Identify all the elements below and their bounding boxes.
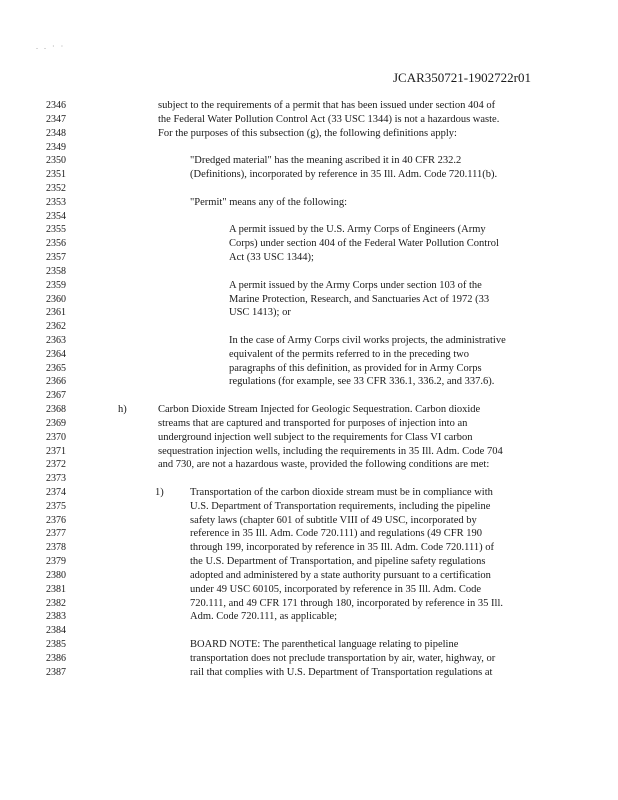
line-text: the U.S. Department of Transportation, and pipeline safety regulations <box>190 556 486 568</box>
line-number: 2354 <box>46 210 66 222</box>
line-text: regulations (for example, see 33 CFR 336.1, 336.2, and 337.6). <box>229 376 495 388</box>
line-number: 2380 <box>46 569 66 581</box>
line-text: reference in 35 Ill. Adm. Code 720.111) and regulations (49 CFR 190 <box>190 528 483 540</box>
line-number: 2362 <box>46 321 66 333</box>
line-text: under 49 USC 60105, incorporated by reference in 35 Ill. Adm. Code <box>190 583 482 595</box>
document-line <box>0 127 618 140</box>
line-number: 2356 <box>46 238 66 250</box>
line-text: the Federal Water Pollution Control Act (33 USC 1344) is not a hazardous waste. <box>158 113 500 125</box>
line-text: paragraphs of this definition, as provided for in Army Corps <box>229 362 482 374</box>
line-text: "Permit" means any of the following: <box>190 196 348 208</box>
line-number: 2367 <box>46 390 66 402</box>
line-text: through 199, incorporated by reference in 35 Ill. Adm. Code 720.111) of <box>190 542 494 554</box>
document-line <box>0 168 618 181</box>
document-line <box>0 265 618 278</box>
line-text: Corps) under section 404 of the Federal Water Pollution Control <box>229 238 499 250</box>
line-number: 2386 <box>46 652 66 664</box>
line-number: 2365 <box>46 362 66 374</box>
line-text: (Definitions), incorporated by reference in 35 Ill. Adm. Code 720.111(b). <box>190 169 498 181</box>
document-line <box>0 348 618 361</box>
document-line <box>0 99 618 112</box>
line-number: 2363 <box>46 334 66 346</box>
document-line <box>0 624 618 637</box>
line-number: 2353 <box>46 196 66 208</box>
line-text: Adm. Code 720.111, as applicable; <box>190 611 338 623</box>
line-text: Transportation of the carbon dioxide stream must be in compliance with <box>190 487 493 498</box>
line-text: Act (33 USC 1344); <box>229 252 314 263</box>
line-text: transportation does not preclude transportation by air, water, highway, or <box>190 652 496 664</box>
line-number: 2361 <box>46 307 66 319</box>
line-number: 2348 <box>46 127 66 139</box>
document-line <box>0 417 618 430</box>
document-line <box>0 514 618 527</box>
document-line <box>0 210 618 223</box>
scan-artifact: . . · · <box>36 42 66 51</box>
document-line <box>0 141 618 154</box>
document-line <box>0 182 618 195</box>
document-line <box>0 666 618 679</box>
document-line <box>0 527 618 540</box>
document-line <box>0 445 618 458</box>
line-number: 2387 <box>46 666 66 678</box>
line-text: USC 1413); or <box>229 307 291 319</box>
line-number: 2349 <box>46 141 66 153</box>
document-line <box>0 403 618 416</box>
document-line <box>0 306 618 319</box>
document-line <box>0 569 618 582</box>
subsection-label: h) <box>118 404 127 415</box>
line-text: Carbon Dioxide Stream Injected for Geologic Sequestration. Carbon dioxide <box>158 404 481 415</box>
line-number: 2346 <box>46 100 66 111</box>
document-line <box>0 237 618 250</box>
line-number: 2372 <box>46 459 66 471</box>
line-text: For the purposes of this subsection (g), the following definitions apply: <box>158 127 457 139</box>
document-line <box>0 431 618 444</box>
line-number: 2371 <box>46 445 66 457</box>
document-line <box>0 583 618 596</box>
document-line <box>0 113 618 126</box>
line-text: sequestration injection wells, including the requirements in 35 Ill. Adm. Code 704 <box>158 445 503 457</box>
line-number: 2377 <box>46 528 66 540</box>
line-number: 2381 <box>46 583 66 595</box>
document-line <box>0 389 618 402</box>
line-text: and 730, are not a hazardous waste, provided the following conditions are met: <box>158 459 490 471</box>
line-number: 2370 <box>46 431 66 443</box>
document-line <box>0 555 618 568</box>
line-text: "Dredged material" has the meaning ascribed it in 40 CFR 232.2 <box>190 155 462 167</box>
line-number: 2385 <box>46 639 66 650</box>
line-number: 2366 <box>46 376 66 388</box>
line-number: 2369 <box>46 417 66 429</box>
line-number: 2375 <box>46 500 66 512</box>
document-id: JCAR350721-1902722r01 <box>393 70 531 85</box>
line-text: U.S. Department of Transportation requirements, including the pipeline <box>190 500 491 512</box>
line-number: 2351 <box>46 169 66 181</box>
document-line <box>0 279 618 292</box>
document-line <box>0 293 618 306</box>
document-line <box>0 334 618 347</box>
line-text: rail that complies with U.S. Department of Transportation regulations at <box>190 666 493 678</box>
line-text: A permit issued by the Army Corps under section 103 of the <box>229 279 482 291</box>
line-number: 2373 <box>46 473 66 485</box>
document-line <box>0 154 618 167</box>
line-number: 2368 <box>46 404 66 415</box>
line-number: 2350 <box>46 155 66 167</box>
line-number: 2358 <box>46 265 66 277</box>
line-number: 2352 <box>46 182 66 194</box>
line-text: 720.111, and 49 CFR 171 through 180, incorporated by reference in 35 Ill. <box>190 597 503 609</box>
line-number: 2383 <box>46 611 66 623</box>
line-text: Marine Protection, Research, and Sanctuaries Act of 1972 (33 <box>229 293 490 305</box>
document-line <box>0 472 618 485</box>
line-number: 2379 <box>46 556 66 568</box>
subsection-label: 1) <box>155 487 164 498</box>
line-number: 2355 <box>46 224 66 236</box>
document-line <box>0 652 618 665</box>
line-number: 2384 <box>46 625 66 637</box>
document-line <box>0 320 618 333</box>
document-line <box>0 610 618 623</box>
line-text: streams that are captured and transported for purposes of injection into an <box>158 417 468 429</box>
line-text: adopted and administered by a state authority pursuant to a certification <box>190 569 491 581</box>
line-number: 2359 <box>46 279 66 291</box>
document-line <box>0 196 618 209</box>
line-number: 2382 <box>46 597 66 609</box>
line-number: 2357 <box>46 252 66 263</box>
line-text: In the case of Army Corps civil works projects, the administrative <box>229 334 506 346</box>
line-text: underground injection well subject to the requirements for Class VI carbon <box>158 431 473 443</box>
document-line <box>0 486 618 499</box>
line-text: BOARD NOTE: The parenthetical language relating to pipeline <box>190 639 459 650</box>
document-line <box>0 223 618 236</box>
line-number: 2347 <box>46 113 66 125</box>
line-number: 2360 <box>46 293 66 305</box>
line-text: safety laws (chapter 601 of subtitle VIII of 49 USC, incorporated by <box>190 514 477 526</box>
document-line <box>0 251 618 264</box>
document-line <box>0 500 618 513</box>
line-number: 2364 <box>46 348 66 360</box>
line-number: 2378 <box>46 542 66 554</box>
line-text: subject to the requirements of a permit that has been issued under section 404 of <box>158 100 496 111</box>
line-number: 2374 <box>46 487 66 498</box>
document-line <box>0 597 618 610</box>
document-line <box>0 541 618 554</box>
line-text: equivalent of the permits referred to in the preceding two <box>229 348 469 360</box>
line-number: 2376 <box>46 514 66 526</box>
document-line <box>0 375 618 388</box>
document-line <box>0 638 618 651</box>
document-line <box>0 362 618 375</box>
line-text: A permit issued by the U.S. Army Corps of Engineers (Army <box>229 224 486 236</box>
document-line <box>0 458 618 471</box>
